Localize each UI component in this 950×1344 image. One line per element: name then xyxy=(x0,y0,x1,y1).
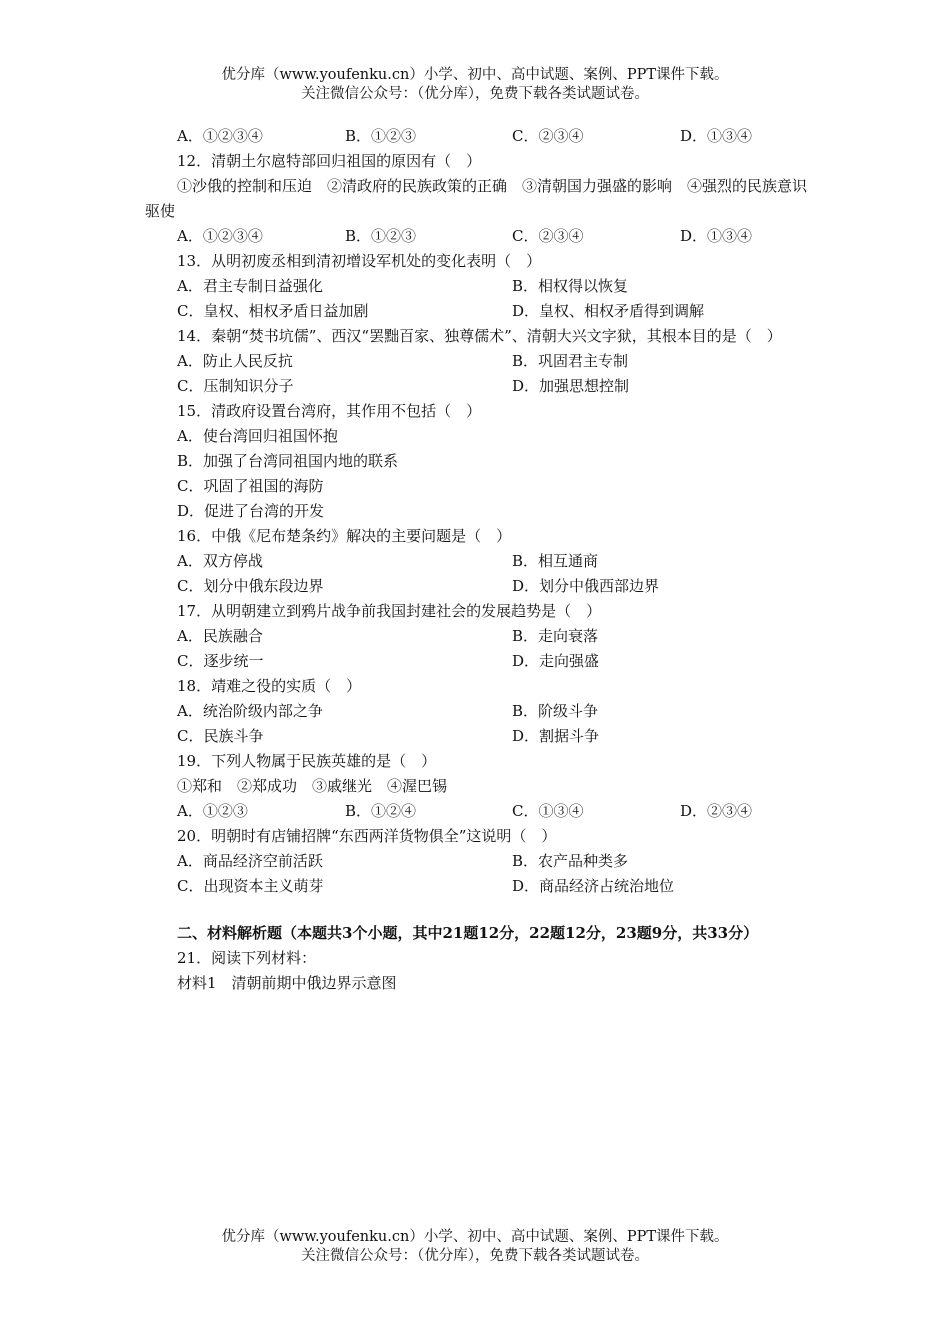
q21-material-1: 材料1 清朝前期中俄边界示意图 xyxy=(177,974,397,992)
q20-stem: 20．明朝时有店铺招牌“东西两洋货物俱全”这说明（ ） xyxy=(177,827,557,845)
q20-option-d: D．商品经济占统治地位 xyxy=(512,877,675,895)
q19-options xyxy=(145,799,810,824)
q16-option-a: A．双方停战 xyxy=(177,552,263,570)
q17-option-b: B．走向衰落 xyxy=(512,627,599,645)
q12-option-b: B．①②③ xyxy=(345,227,417,245)
q12-option-a: A．①②③④ xyxy=(177,227,263,245)
q20-option-b: B．农产品种类多 xyxy=(512,852,629,870)
q21-stem: 21．阅读下列材料： xyxy=(177,949,317,967)
q12-option-c: C．②③④ xyxy=(512,227,584,245)
q14-option-a: A．防止人民反抗 xyxy=(177,352,293,370)
q16-stem: 16．中俄《尼布楚条约》解决的主要问题是（ ） xyxy=(177,527,512,545)
q17-options-row2 xyxy=(145,649,810,674)
q14-option-c: C．压制知识分子 xyxy=(177,377,294,395)
q19-items: ①郑和 ②郑成功 ③戚继光 ④渥巴锡 xyxy=(177,777,448,795)
q17-stem: 17．从明朝建立到鸦片战争前我国封建社会的发展趋势是（ ） xyxy=(177,602,602,620)
q13-options-row1 xyxy=(145,274,810,299)
question-body xyxy=(145,124,810,996)
q13-option-b: B．相权得以恢复 xyxy=(512,277,629,295)
page-footer xyxy=(0,1228,950,1266)
q20-options-row1 xyxy=(145,849,810,874)
q17-option-d: D．走向强盛 xyxy=(512,652,600,670)
q12-options xyxy=(145,224,810,249)
page-header xyxy=(0,66,950,104)
q11-option-a: A．①②③④ xyxy=(177,127,263,145)
q15-option-c: C．巩固了祖国的海防 xyxy=(177,477,324,495)
q19-option-c: C．①③④ xyxy=(512,802,584,820)
q18-option-a: A．统治阶级内部之争 xyxy=(177,702,323,720)
q13-option-c: C．皇权、相权矛盾日益加剧 xyxy=(177,302,369,320)
q17-options-row1 xyxy=(145,624,810,649)
q18-stem: 18．靖难之役的实质（ ） xyxy=(177,677,362,695)
section-2-title: 二、材料解析题（本题共3个小题，其中21题12分，22题12分，23题9分，共33分） xyxy=(177,924,759,942)
q19-option-b: B．①②④ xyxy=(345,802,417,820)
q17-option-c: C．逐步统一 xyxy=(177,652,264,670)
q16-option-d: D．划分中俄西部边界 xyxy=(512,577,660,595)
q16-options-row1 xyxy=(145,549,810,574)
q11-option-c: C．②③④ xyxy=(512,127,584,145)
q15-stem: 15．清政府设置台湾府，其作用不包括（ ） xyxy=(177,402,482,420)
q12-stem: 12．清朝土尔扈特部回归祖国的原因有（ ） xyxy=(177,152,482,170)
q20-option-c: C．出现资本主义萌芽 xyxy=(177,877,324,895)
q13-option-a: A．君主专制日益强化 xyxy=(177,277,323,295)
q14-stem: 14．秦朝“焚书坑儒”、西汉“罢黜百家、独尊儒术”、清朝大兴文字狱，其根本目的是（ ） xyxy=(177,327,782,345)
q12-items: ①沙俄的控制和压迫 ②清政府的民族政策的正确 ③清朝国力强盛的影响 ④强烈的民族意识驱使 xyxy=(145,177,808,220)
q14-option-d: D．加强思想控制 xyxy=(512,377,630,395)
q18-options-row2 xyxy=(145,724,810,749)
header-line-1: 优分库（www.youfenku.cn）小学、初中、高中试题、案例、PPT课件下载。 xyxy=(221,67,729,83)
footer-line-1: 优分库（www.youfenku.cn）小学、初中、高中试题、案例、PPT课件下载。 xyxy=(221,1229,729,1245)
q16-option-b: B．相互通商 xyxy=(512,552,599,570)
q16-option-c: C．划分中俄东段边界 xyxy=(177,577,324,595)
q11-options xyxy=(145,124,810,149)
q15-option-a: A．使台湾回归祖国怀抱 xyxy=(177,427,338,445)
q19-option-d: D．②③④ xyxy=(680,802,753,820)
q14-option-b: B．巩固君主专制 xyxy=(512,352,629,370)
q16-options-row2 xyxy=(145,574,810,599)
q19-option-a: A．①②③ xyxy=(177,802,248,820)
q17-option-a: A．民族融合 xyxy=(177,627,263,645)
q12-option-d: D．①③④ xyxy=(680,227,753,245)
q18-options-row1 xyxy=(145,699,810,724)
q14-options-row2 xyxy=(145,374,810,399)
footer-line-2: 关注微信公众号：（优分库），免费下载各类试题试卷。 xyxy=(301,1248,649,1264)
q15-option-d: D．促进了台湾的开发 xyxy=(177,502,325,520)
q20-option-a: A．商品经济空前活跃 xyxy=(177,852,323,870)
q11-option-b: B．①②③ xyxy=(345,127,417,145)
q18-option-c: C．民族斗争 xyxy=(177,727,264,745)
q15-option-b: B．加强了台湾同祖国内地的联系 xyxy=(177,452,399,470)
q19-stem: 19．下列人物属于民族英雄的是（ ） xyxy=(177,752,437,770)
header-line-2: 关注微信公众号：（优分库），免费下载各类试题试卷。 xyxy=(301,86,649,102)
q11-option-d: D．①③④ xyxy=(680,127,753,145)
q13-option-d: D．皇权、相权矛盾得到调解 xyxy=(512,302,705,320)
q18-option-b: B．阶级斗争 xyxy=(512,702,599,720)
q13-stem: 13．从明初废丞相到清初增设军机处的变化表明（ ） xyxy=(177,252,542,270)
q13-options-row2 xyxy=(145,299,810,324)
q20-options-row2 xyxy=(145,874,810,899)
q14-options-row1 xyxy=(145,349,810,374)
q18-option-d: D．割据斗争 xyxy=(512,727,600,745)
